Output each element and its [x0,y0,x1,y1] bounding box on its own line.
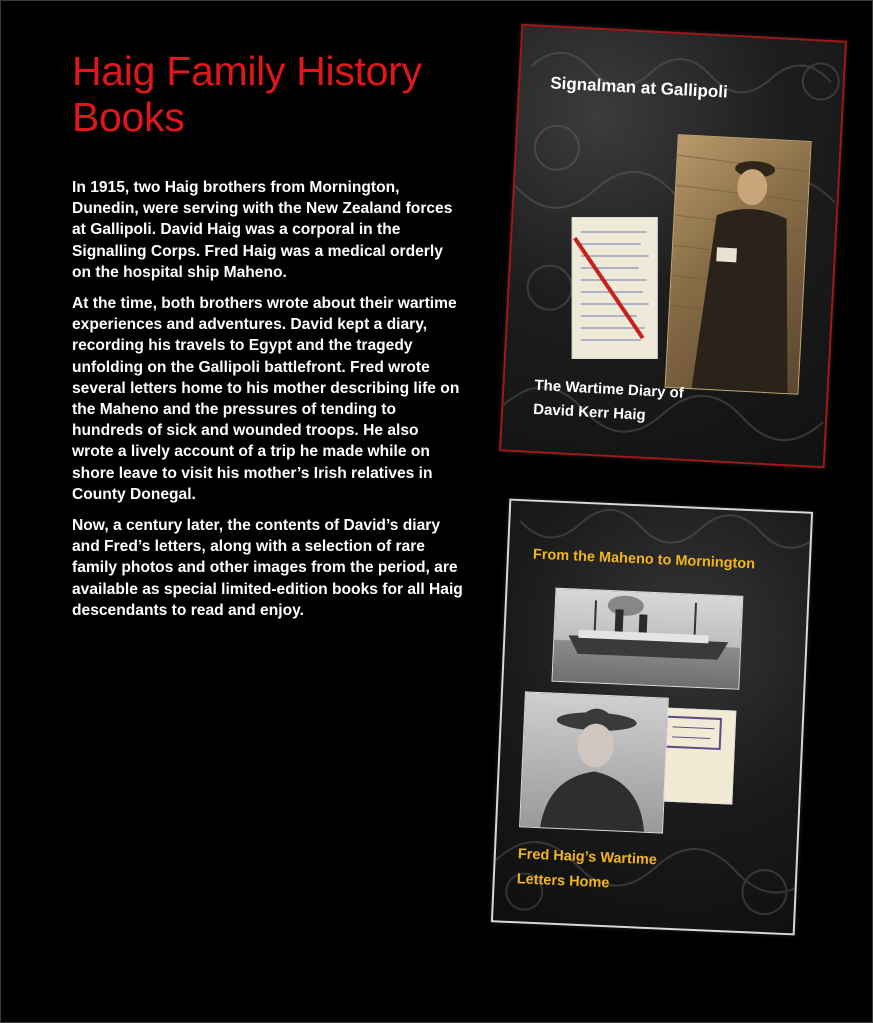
book-subtitle-line2: David Kerr Haig [532,400,647,424]
soldier-photo [665,134,812,395]
book-title: From the Maheno to Mornington [532,546,756,573]
page-title: Haig Family History Books [72,48,422,140]
fred-silhouette [520,692,668,832]
diary-lines [573,218,657,358]
book-title: Signalman at Gallipoli [549,73,729,102]
paragraph-3: Now, a century later, the contents of David’s diary and Fred’s letters, along with a selection of rare family photos and other images from the period, are available as special limited-edition books for all Haig descendants to read and enjoy. [72,517,463,619]
ship-photo [551,588,743,690]
diary-page [572,217,658,359]
ship-silhouette [552,589,742,689]
fred-portrait-photo [519,691,669,833]
book-cover-maheno[interactable] [491,499,813,936]
paragraph-2: At the time, both brothers wrote about their wartime experiences and adventures. David kept a diary, recording his travels to Egypt and the tragedy unfolding on the Gallipoli battlefront. Fred wrote several letters home to his mother describing life on the Maheno and the pressures of tending to hundreds of sick and wounded troops. He also wrote a lively account of a trip he made while on shore leave to visit his mother’s Irish relatives in County Donegal. [72,295,460,503]
paragraph-1: In 1915, two Haig brothers from Mornington, Dunedin, were serving with the New Zealand forces at Gallipoli. David Haig was a corporal in the Signalling Corps. Fred Haig was a medical orderly on the hospital ship Maheno. [72,179,453,281]
soldier-silhouette [666,135,811,394]
book-subtitle-line1: The Wartime Diary of [534,376,685,402]
book-cover-signalman[interactable] [499,24,847,468]
body-text [72,177,464,631]
book-subtitle-line2: Letters Home [516,871,610,892]
book-subtitle-line1: Fred Haig’s Wartime [517,846,658,869]
